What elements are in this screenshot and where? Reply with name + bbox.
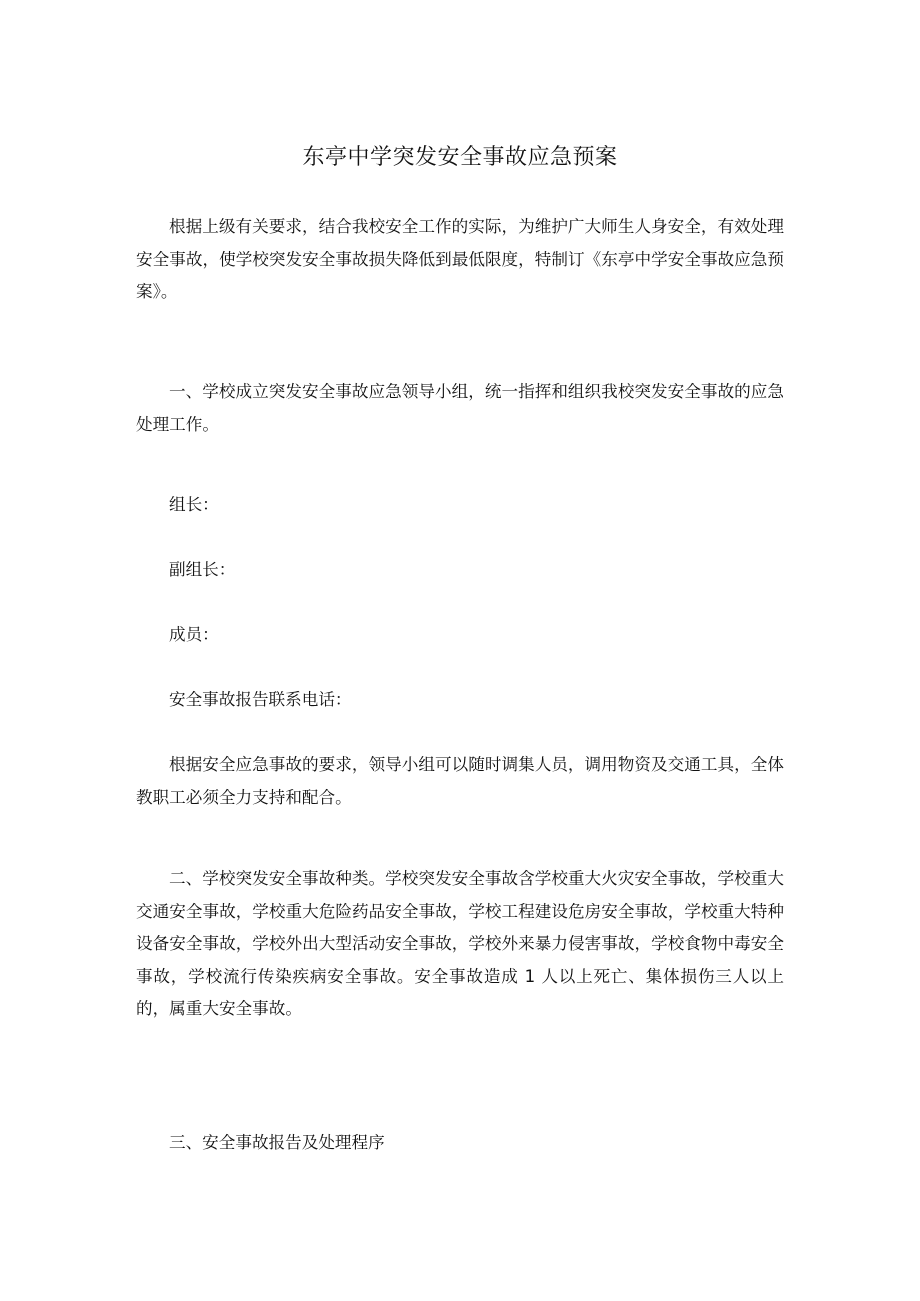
paragraph-section-1: 一、学校成立突发安全事故应急领导小组，统一指挥和组织我校突发安全事故的应急处理工作。 (136, 382, 784, 434)
paragraph-contact-phone: 安全事故报告联系电话： (169, 690, 352, 709)
paragraph-section-2: 二、学校突发安全事故种类。学校突发安全事故含学校重大火灾安全事故，学校重大交通安全事故，学校重大危险药品安全事故，学校工程建设危房安全事故，学校重大特种设备安全事故，学校外出大型活动安全事故，学校外来暴力侵害事故，学校食物中毒安全事故，学校流行传染疾病安全事故。安全事故造成 1 人以上死亡、集体损伤三人以上的，属重大安全事故。 (136, 869, 784, 1018)
paragraph-section-3: 三、安全事故报告及处理程序 (169, 1133, 385, 1152)
paragraph-intro: 根据上级有关要求，结合我校安全工作的实际，为维护广大师生人身安全，有效处理安全事故，使学校突发安全事故损失降低到最低限度，特制订《东亭中学安全事故应急预案》。 (136, 217, 784, 301)
paragraph-deputy-leader: 副组长： (169, 560, 236, 579)
document-title: 东亭中学突发安全事故应急预案 (302, 145, 618, 170)
paragraph-members: 成员： (169, 625, 219, 644)
paragraph-team-leader: 组长： (169, 495, 219, 514)
paragraph-mobilization: 根据安全应急事故的要求，领导小组可以随时调集人员，调用物资及交通工具，全体教职工必须全力支持和配合。 (136, 755, 784, 807)
